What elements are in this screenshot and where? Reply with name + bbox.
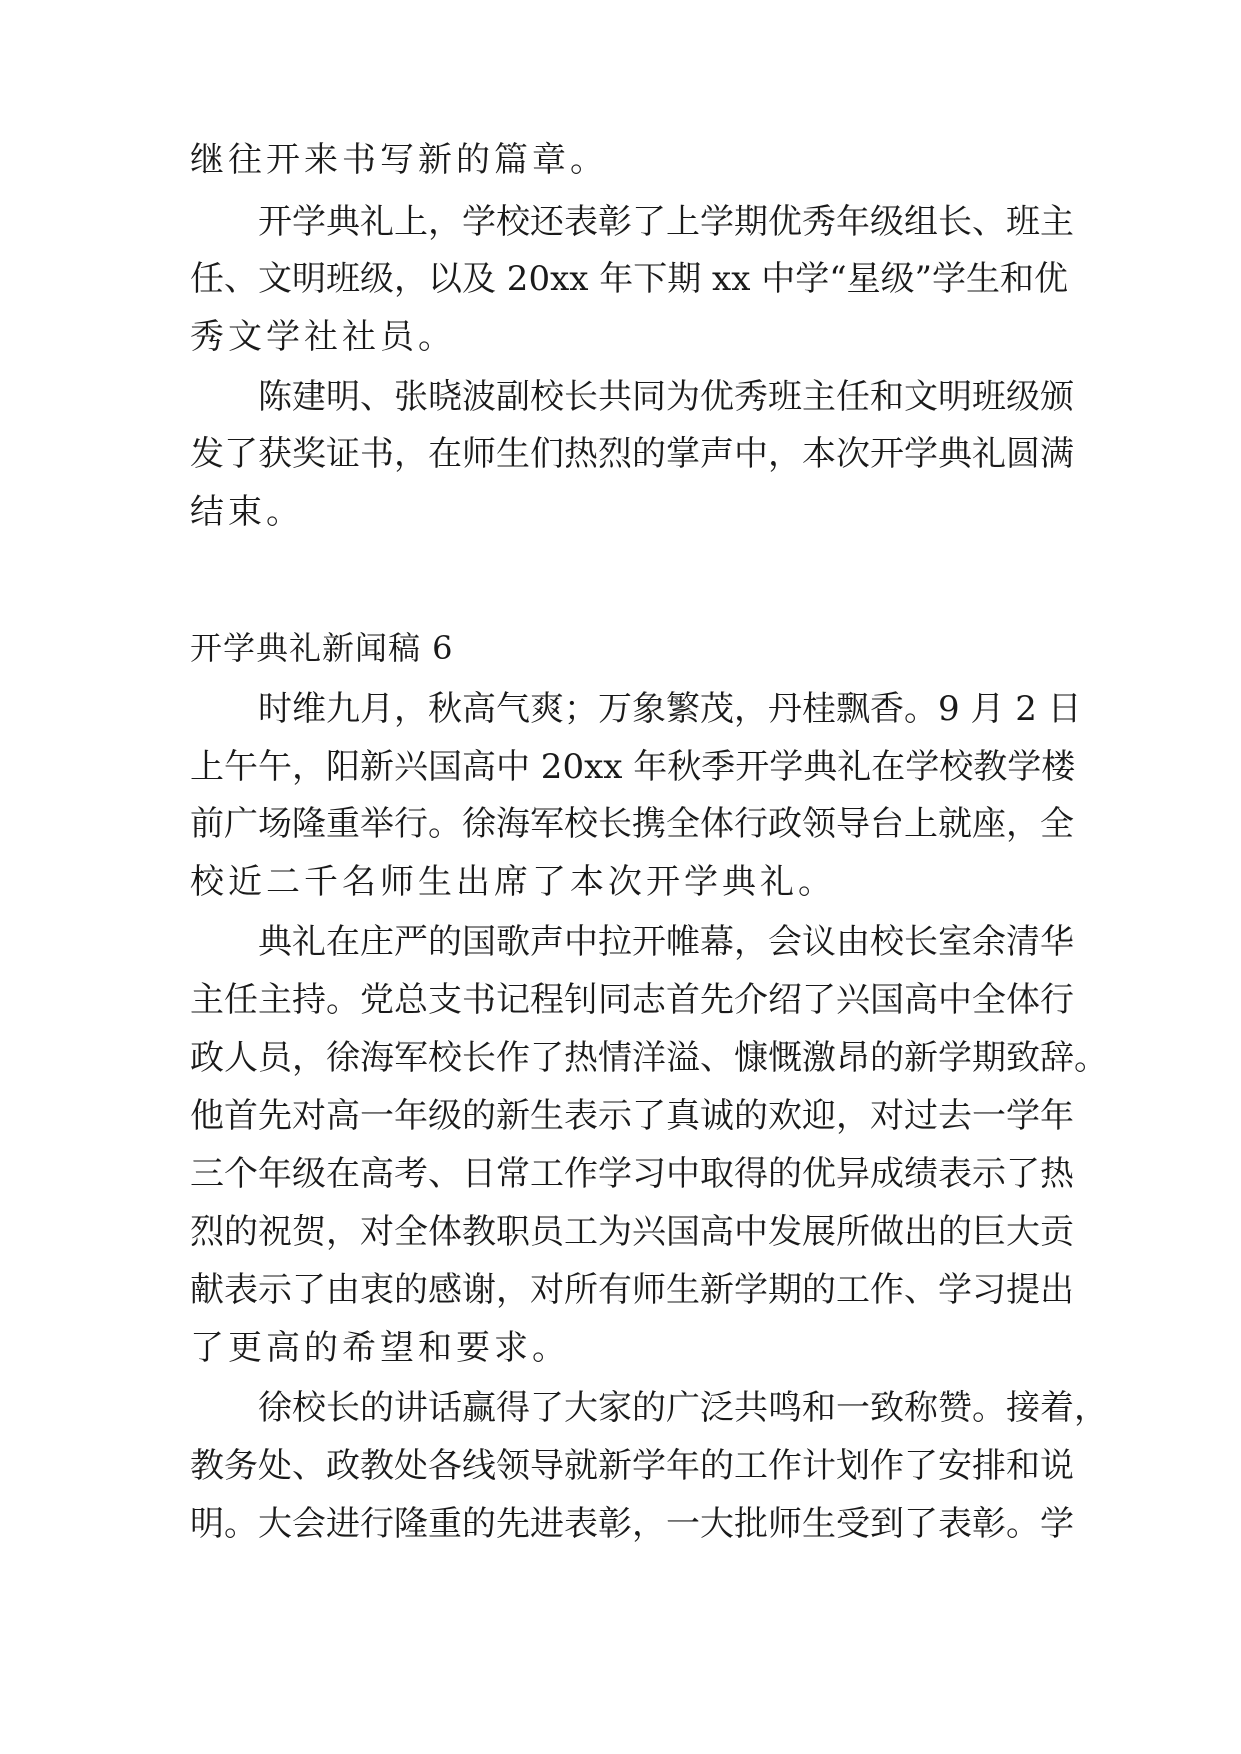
speech-paragraph-line: 教务处、政教处各线领导就新学年的工作计划作了安排和说 [190,1446,1074,1486]
awards-paragraph-line: 任、文明班级，以及 20xx 年下期 xx 中学“星级”学生和优 [190,259,1068,299]
intro-paragraph-line: 校近二千名师生出席了本次开学典礼。 [190,862,836,902]
closing-paragraph-line: 结束。 [190,492,304,532]
speech-paragraph-line: 徐校长的讲话赢得了大家的广泛共鸣和一致称赞。接着， [258,1388,1108,1428]
awards-paragraph-line: 开学典礼上，学校还表彰了上学期优秀年级组长、班主 [258,202,1074,242]
ceremony-paragraph-line: 他首先对高一年级的新生表示了真诚的欢迎，对过去一学年 [190,1096,1074,1136]
ceremony-paragraph-line: 献表示了由衷的感谢，对所有师生新学期的工作、学习提出 [190,1270,1074,1310]
closing-paragraph-line: 陈建明、张晓波副校长共同为优秀班主任和文明班级颁 [258,377,1074,417]
section-title: 开学典礼新闻稿 6 [190,629,454,667]
closing-paragraph-line: 发了获奖证书，在师生们热烈的掌声中，本次开学典礼圆满 [190,434,1074,474]
ceremony-paragraph-line: 政人员，徐海军校长作了热情洋溢、慷慨激昂的新学期致辞。 [190,1038,1108,1078]
intro-paragraph-line: 前广场隆重举行。徐海军校长携全体行政领导台上就座，全 [190,804,1074,844]
speech-paragraph-line: 明。大会进行隆重的先进表彰，一大批师生受到了表彰。学 [190,1504,1074,1544]
continuation-text: 继往开来书写新的篇章。 [190,140,608,180]
ceremony-paragraph-line: 烈的祝贺，对全体教职员工为兴国高中发展所做出的巨大贡 [190,1212,1074,1252]
ceremony-paragraph-line: 了更高的希望和要求。 [190,1328,570,1368]
ceremony-paragraph-line: 典礼在庄严的国歌声中拉开帷幕，会议由校长室余清华 [258,922,1074,962]
ceremony-paragraph-line: 三个年级在高考、日常工作学习中取得的优异成绩表示了热 [190,1154,1074,1194]
ceremony-paragraph-line: 主任主持。党总支书记程钊同志首先介绍了兴国高中全体行 [190,980,1074,1020]
intro-paragraph-line: 时维九月，秋高气爽；万象繁茂，丹桂飘香。9 月 2 日 [258,689,1082,729]
awards-paragraph-line: 秀文学社社员。 [190,317,456,357]
intro-paragraph-line: 上午午，阳新兴国高中 20xx 年秋季开学典礼在学校教学楼 [190,747,1076,787]
